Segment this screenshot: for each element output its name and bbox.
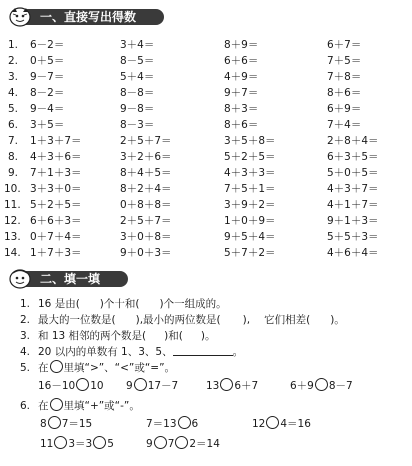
question-number: 1. (20, 298, 31, 310)
section-title-1: 一、直接写出得数 (26, 9, 164, 25)
problem: 1＋3＋7＝ (30, 135, 82, 147)
problem: 8＋9＝ (224, 39, 259, 51)
compare-item (290, 378, 353, 394)
problem: 1＋7＋3＝ (30, 247, 82, 259)
problem: 6＋9＝ (327, 103, 362, 115)
problem: 5＋4＝ (120, 71, 155, 83)
row-number: 6. (8, 119, 19, 131)
question-text (38, 398, 140, 414)
question-text (38, 312, 345, 328)
problem: 6＋3＋5＝ (327, 151, 379, 163)
text: ),最小的两位数是( (135, 314, 221, 326)
answer-circle[interactable] (266, 416, 279, 429)
circle-blank-icon (50, 360, 63, 373)
operator-item (252, 416, 311, 432)
problem: 7＋8＝ (327, 71, 362, 83)
row-number: 1. (8, 39, 19, 51)
row-number: 10. (4, 183, 21, 195)
problem: 6＋7＝ (327, 39, 362, 51)
problem: 7＋5＝ (327, 55, 362, 67)
problem: 8－3＝ (120, 119, 155, 131)
row-number: 11. (4, 199, 21, 211)
text: 它们相差( (264, 314, 311, 326)
row-number: 4. (8, 87, 19, 99)
problem: 9－8＝ (120, 103, 155, 115)
text: 6 (191, 418, 199, 430)
text: 7＝13 (146, 418, 177, 430)
problem: 3＋4＝ (120, 39, 155, 51)
text: 12 (252, 418, 266, 430)
problem: 7＋4＝ (327, 119, 362, 131)
question-number: 3. (20, 330, 31, 342)
problem: 8＋4＋5＝ (120, 167, 172, 179)
row-number: 8. (8, 151, 19, 163)
problem: 8－8＝ (120, 87, 155, 99)
problem: 4＋1＋7＝ (327, 199, 379, 211)
text: 。 (232, 346, 244, 358)
problem: 4＋9＝ (224, 71, 259, 83)
problem: 5＋7＋2＝ (224, 247, 276, 259)
problem: 8－5＝ (120, 55, 155, 67)
problem: 9＋1＋3＝ (327, 215, 379, 227)
question-number: 6. (20, 400, 31, 412)
text: )。 (330, 314, 345, 326)
answer-circle[interactable] (220, 378, 233, 391)
answer-circle[interactable] (154, 436, 167, 449)
operator-item (40, 416, 92, 432)
question-text (38, 328, 215, 344)
problem: 2＋8＋4＝ (327, 135, 379, 147)
problem: 6－2＝ (30, 39, 65, 51)
problem: 8＋6＝ (327, 87, 362, 99)
text: 11 (40, 438, 54, 450)
text: 7 (167, 438, 175, 450)
answer-circle[interactable] (315, 378, 328, 391)
section-title-2: 二、填一填 (26, 271, 128, 287)
text: 最大的一位数是( (38, 314, 116, 326)
problem: 0＋7＋4＝ (30, 231, 82, 243)
text: 4＝16 (280, 418, 311, 430)
operator-item (146, 436, 220, 452)
text: ), (242, 314, 251, 326)
text: 9 (126, 380, 133, 392)
tiger-mascot-icon (8, 6, 36, 28)
question-1 (20, 296, 227, 312)
compare-item (206, 378, 258, 394)
answer-blank[interactable] (173, 345, 233, 356)
operator-item (40, 436, 114, 452)
text: 17－7 (147, 380, 179, 392)
answer-circle[interactable] (76, 378, 89, 391)
problem: 5＋0＋5＝ (327, 167, 379, 179)
problem: 2＋5＋7＝ (120, 215, 172, 227)
problem: 5＋2＋5＝ (224, 151, 276, 163)
row-number: 9. (8, 167, 19, 179)
row-number: 13. (4, 231, 21, 243)
problem: 4＋3＋6＝ (30, 151, 82, 163)
problem: 5＋2＋5＝ (30, 199, 82, 211)
problem: 9－7＝ (30, 71, 65, 83)
problem: 6＋6＋3＝ (30, 215, 82, 227)
question-number: 5. (20, 362, 31, 374)
compare-item (126, 378, 178, 394)
answer-circle[interactable] (175, 436, 188, 449)
answer-circle[interactable] (54, 436, 67, 449)
row-number: 7. (8, 135, 19, 147)
problem: 6＋6＝ (224, 55, 259, 67)
question-2 (20, 312, 345, 328)
row-number: 2. (8, 55, 19, 67)
text: 里填“>”、“<”或“=”。 (63, 362, 176, 374)
text: 7＝15 (61, 418, 93, 430)
cartoon-mascot-icon (8, 268, 36, 290)
text: 3＝3 (68, 438, 93, 450)
text: 2＝14 (189, 438, 220, 450)
operator-item (146, 416, 198, 432)
problem: 4＋3＋3＝ (224, 167, 276, 179)
text: 5 (107, 438, 114, 450)
answer-circle[interactable] (48, 416, 61, 429)
text: )个十和( (99, 298, 140, 310)
question-number: 4. (20, 346, 31, 358)
text: 和 13 相邻的两个数是( (38, 330, 147, 342)
question-3 (20, 328, 216, 344)
problem: 9＋0＋3＝ (120, 247, 172, 259)
problem: 4＋3＋7＝ (327, 183, 379, 195)
problem: 8＋6＝ (224, 119, 259, 131)
row-number: 12. (4, 215, 21, 227)
problem: 4＋6＋4＝ (327, 247, 379, 259)
problem: 7＋1＋3＝ (30, 167, 82, 179)
problem: 5＋5＋3＝ (327, 231, 379, 243)
text: 13 (206, 380, 220, 392)
text: 10 (90, 380, 104, 392)
text: 在 (38, 362, 49, 374)
text: 20 以内的单数有 1、3、5、 (38, 346, 173, 358)
text: 8－7 (328, 380, 353, 392)
problem: 3＋0＋8＝ (120, 231, 172, 243)
problem: 3＋3＋0＝ (30, 183, 82, 195)
text: )个一组成的。 (159, 298, 227, 310)
text: 6＋9 (290, 380, 314, 392)
question-4 (20, 344, 244, 360)
problem: 3＋5＋8＝ (224, 135, 276, 147)
text: )。 (200, 330, 216, 342)
row-number: 14. (4, 247, 21, 259)
problem: 9＋7＝ (224, 87, 259, 99)
problem: 3＋9＋2＝ (224, 199, 276, 211)
problem: 7＋5＋1＝ (224, 183, 276, 195)
problem: 0＋8＋8＝ (120, 199, 172, 211)
row-number: 5. (8, 103, 19, 115)
question-text (38, 360, 175, 376)
text: 8 (40, 418, 47, 430)
problem: 8－2＝ (30, 87, 65, 99)
text: 9 (146, 438, 153, 450)
answer-circle[interactable] (178, 416, 191, 429)
question-text (38, 344, 243, 360)
question-text (38, 296, 227, 312)
question-number: 2. (20, 314, 31, 326)
text: 在 (38, 400, 49, 412)
problem: 9＋5＋4＝ (224, 231, 276, 243)
question-6 (20, 398, 140, 414)
problem: 0＋5＝ (30, 55, 65, 67)
answer-circle[interactable] (93, 436, 106, 449)
problem: 8＋2＋4＝ (120, 183, 172, 195)
problem: 9－4＝ (30, 103, 65, 115)
problem: 8＋3＝ (224, 103, 259, 115)
compare-item (38, 378, 104, 394)
answer-circle[interactable] (134, 378, 147, 391)
text: )和( (164, 330, 183, 342)
problem: 3＋5＝ (30, 119, 65, 131)
problem: 1＋0＋9＝ (224, 215, 276, 227)
problem: 2＋5＋7＝ (120, 135, 172, 147)
text: 6＋7 (234, 380, 259, 392)
problem: 3＋2＋6＝ (120, 151, 172, 163)
circle-blank-icon (50, 398, 63, 411)
text: 16－10 (38, 380, 76, 392)
row-number: 3. (8, 71, 19, 83)
text: 里填“+”或“-”。 (63, 400, 140, 412)
text: 16 是由( (38, 298, 80, 310)
question-5 (20, 360, 176, 376)
